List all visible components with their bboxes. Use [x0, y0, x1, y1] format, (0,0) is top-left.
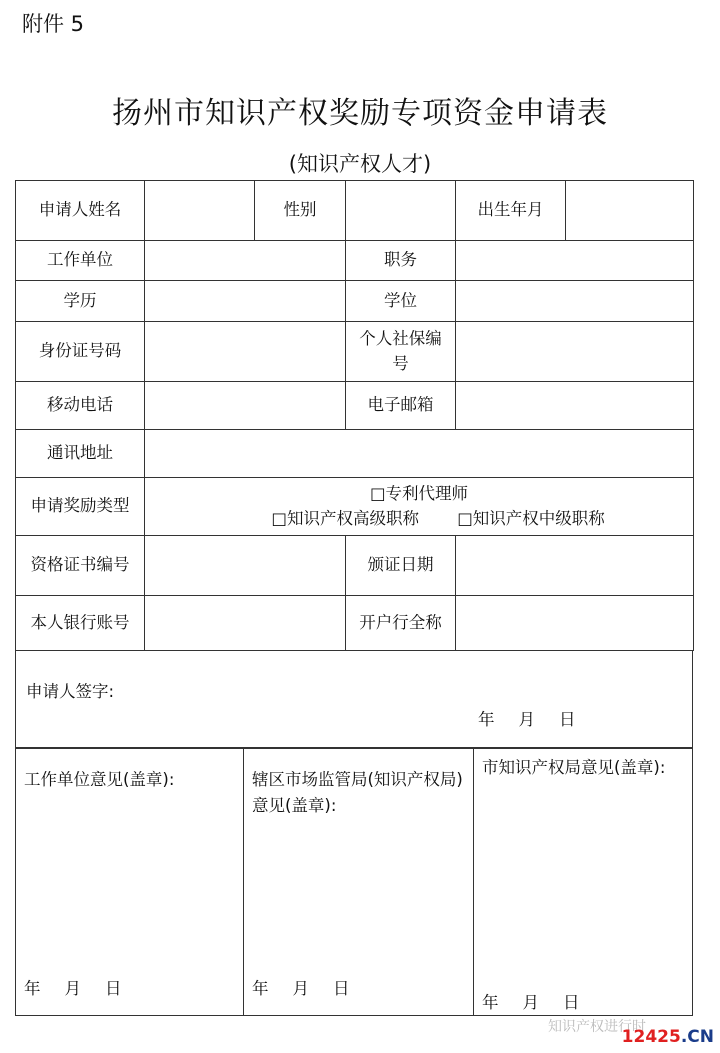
- birth-field[interactable]: [566, 181, 694, 241]
- reward-type-options: [145, 478, 694, 536]
- social-security-label: 个人社保编号: [346, 322, 456, 382]
- education-field[interactable]: [145, 281, 346, 322]
- issue-date-field[interactable]: [456, 536, 694, 596]
- cert-no-label: 资格证书编号: [16, 536, 145, 596]
- option-mid-title[interactable]: □知识产权中级职称: [457, 508, 605, 528]
- applicant-signature-section[interactable]: [15, 650, 693, 748]
- position-field[interactable]: [456, 241, 694, 281]
- district-opinion-date: 年 月 日: [252, 979, 350, 998]
- address-field[interactable]: [145, 430, 694, 478]
- site-watermark: 12425.CN: [621, 1027, 714, 1047]
- city-opinion-date: 年 月 日: [482, 993, 580, 1012]
- district-opinion[interactable]: [244, 749, 474, 1015]
- page-title: 扬州市知识产权奖励专项资金申请表: [112, 96, 608, 131]
- degree-field[interactable]: [456, 281, 694, 322]
- social-security-field[interactable]: [456, 322, 694, 382]
- option-patent-agent[interactable]: □专利代理师: [369, 483, 469, 503]
- district-opinion-label: 辖区市场监管局(知识产权局)意见(盖章):: [252, 770, 463, 816]
- bank-name-field[interactable]: [456, 596, 694, 651]
- work-unit-opinion-label: 工作单位意见(盖章):: [24, 770, 175, 789]
- email-label: 电子邮箱: [346, 382, 456, 430]
- birth-label: 出生年月: [456, 181, 566, 241]
- application-form-table: [15, 180, 694, 651]
- reward-type-label: 申请奖励类型: [16, 478, 145, 536]
- degree-label: 学位: [346, 281, 456, 322]
- signature-label: 申请人签字:: [26, 682, 115, 701]
- education-label: 学历: [16, 281, 145, 322]
- issue-date-label: 颁证日期: [346, 536, 456, 596]
- source-watermark: 知识产权进行时: [548, 1019, 646, 1035]
- opinions-section: [15, 748, 693, 1016]
- work-unit-opinion[interactable]: [16, 749, 244, 1015]
- signature-date: 年 月 日: [478, 710, 576, 729]
- work-unit-label: 工作单位: [16, 241, 145, 281]
- mobile-field[interactable]: [145, 382, 346, 430]
- city-opinion[interactable]: [474, 749, 692, 1015]
- page-subtitle: (知识产权人才): [288, 152, 432, 176]
- id-field[interactable]: [145, 322, 346, 382]
- city-opinion-label: 市知识产权局意见(盖章):: [482, 758, 666, 777]
- name-field[interactable]: [145, 181, 255, 241]
- bank-name-label: 开户行全称: [346, 596, 456, 651]
- position-label: 职务: [346, 241, 456, 281]
- work-unit-opinion-date: 年 月 日: [24, 979, 122, 998]
- gender-label: 性别: [255, 181, 346, 241]
- cert-no-field[interactable]: [145, 536, 346, 596]
- attachment-label: 附件 5: [22, 12, 85, 36]
- name-label: 申请人姓名: [16, 181, 145, 241]
- bank-account-field[interactable]: [145, 596, 346, 651]
- id-label: 身份证号码: [16, 322, 145, 382]
- mobile-label: 移动电话: [16, 382, 145, 430]
- gender-field[interactable]: [346, 181, 456, 241]
- address-label: 通讯地址: [16, 430, 145, 478]
- email-field[interactable]: [456, 382, 694, 430]
- bank-account-label: 本人银行账号: [16, 596, 145, 651]
- option-senior-title[interactable]: □知识产权高级职称: [271, 508, 419, 528]
- work-unit-field[interactable]: [145, 241, 346, 281]
